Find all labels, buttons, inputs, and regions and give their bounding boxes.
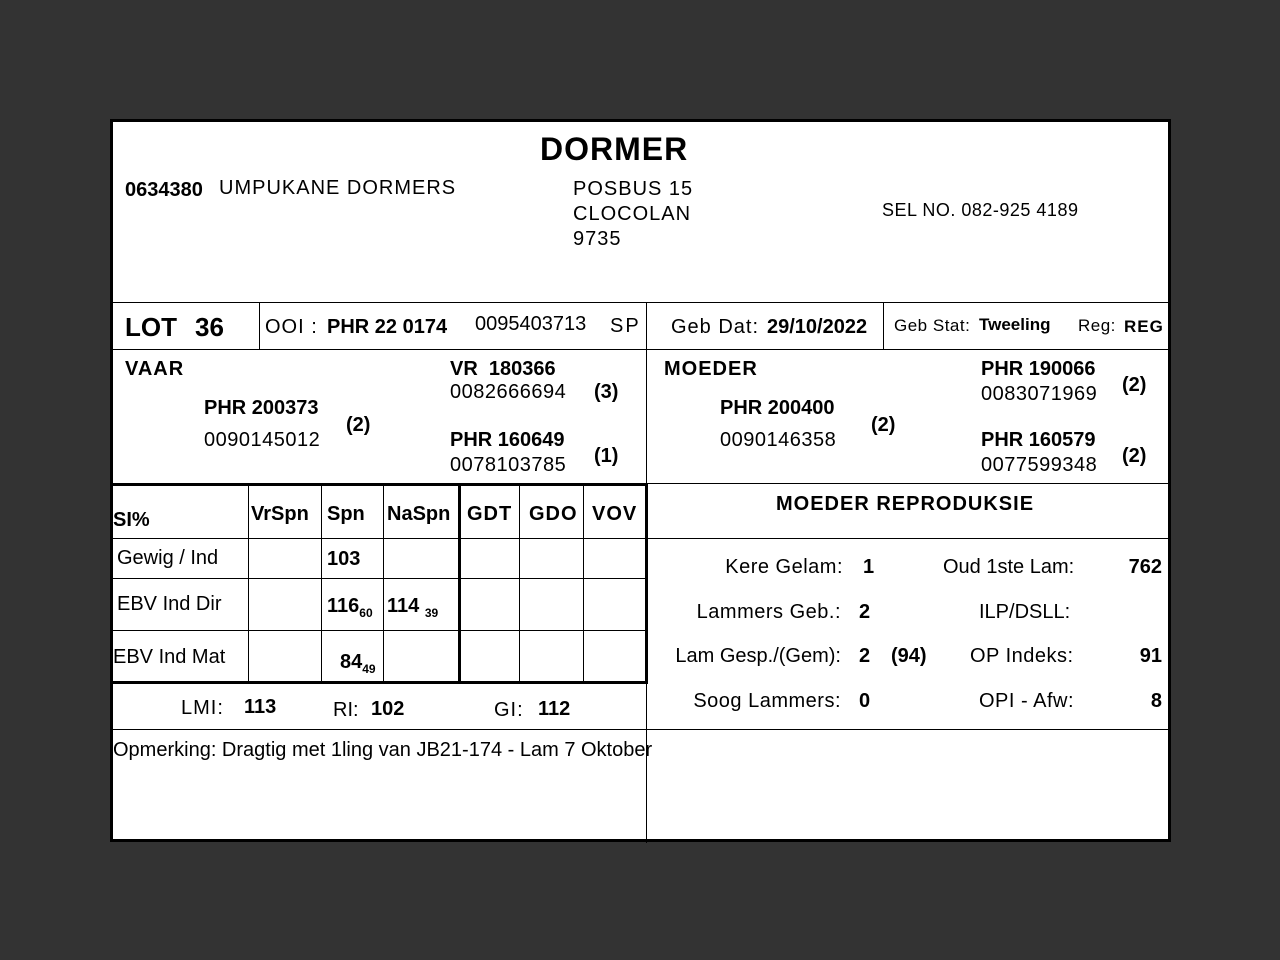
divider — [321, 483, 322, 683]
lot-label: LOT — [125, 312, 177, 342]
ri-value: 102 — [371, 698, 405, 720]
cell-spn — [327, 596, 373, 619]
cell-spn-value: 84 — [340, 651, 363, 673]
soog-lammers-label: Soog Lammers: — [693, 690, 841, 712]
moeder-sire-score: (2) — [1122, 374, 1147, 396]
cell-naspn — [387, 596, 438, 619]
divider — [583, 483, 584, 683]
soog-lammers-value: 0 — [859, 690, 871, 712]
vaar-dam-number: 0078103785 — [450, 454, 567, 476]
breed-title: DORMER — [540, 131, 689, 167]
col-header-vov: VOV — [592, 503, 638, 525]
lot-card — [110, 119, 1171, 842]
vaar-dam-id: PHR 160649 — [450, 429, 565, 451]
col-header-spn: Spn — [327, 503, 365, 525]
cell-spn-sub: 60 — [359, 606, 373, 620]
ooi-id: PHR 22 0174 — [327, 316, 448, 338]
lam-gem-value: (94) — [891, 645, 927, 667]
col-header-naspn: NaSpn — [387, 503, 451, 525]
divider — [113, 302, 1171, 303]
vaar-number: 0090145012 — [204, 429, 321, 451]
divider — [113, 578, 647, 579]
cell-spn-sub: 49 — [362, 662, 376, 676]
lammers-geb-label: Lammers Geb.: — [696, 601, 841, 623]
address-line-1: POSBUS 15 — [573, 178, 694, 200]
row-label: EBV Ind Mat — [113, 646, 226, 668]
divider — [383, 483, 384, 683]
moeder-number: 0090146358 — [720, 429, 837, 451]
divider — [519, 483, 520, 683]
divider — [113, 729, 1171, 730]
divider — [458, 483, 461, 684]
breeder-name: UMPUKANE DORMERS — [219, 177, 457, 199]
divider — [113, 681, 648, 684]
reg-label: Reg: — [1078, 316, 1116, 335]
reproduction-title: MOEDER REPRODUKSIE — [776, 493, 1035, 515]
ilp-dsll-label: ILP/DSLL: — [979, 601, 1071, 623]
col-header-gdo: GDO — [529, 503, 578, 525]
moeder-dam-id: PHR 160579 — [981, 429, 1096, 451]
cell-naspn-sub: 39 — [424, 606, 439, 620]
cell-spn-value: 116 — [327, 595, 360, 617]
gi-label: GI: — [494, 699, 524, 721]
ooi-label: OOI : — [265, 316, 318, 338]
kere-gelam-label: Kere Gelam: — [725, 556, 843, 578]
op-indeks-label: OP Indeks: — [970, 645, 1074, 667]
address-line-2: CLOCOLAN — [573, 203, 692, 225]
moeder-dam-number: 0077599348 — [981, 454, 1098, 476]
divider — [645, 483, 648, 684]
row-label: EBV Ind Dir — [117, 593, 222, 615]
si-table-corner: SI% — [113, 509, 150, 531]
geb-stat-value: Tweeling — [979, 315, 1051, 334]
address-line-3: 9735 — [573, 228, 622, 250]
divider — [113, 349, 1171, 350]
divider — [883, 302, 884, 349]
kere-gelam-value: 1 — [863, 556, 875, 578]
divider — [113, 630, 647, 631]
geb-stat-label: Geb Stat: — [894, 316, 971, 335]
moeder-dam-score: (2) — [1122, 445, 1147, 467]
vaar-sire-id: VR 180366 — [450, 358, 556, 380]
gi-value: 112 — [538, 698, 571, 720]
breeder-phone: SEL NO. 082-925 4189 — [882, 200, 1079, 220]
oud-1ste-lam-label: Oud 1ste Lam: — [943, 556, 1075, 578]
ooi-suffix: SP — [610, 315, 641, 337]
reg-value: REG — [1124, 317, 1164, 336]
divider — [113, 538, 1171, 539]
ri-label: RI: — [333, 699, 359, 721]
col-header-gdt: GDT — [467, 503, 513, 525]
row-label: Gewig / Ind — [117, 547, 219, 569]
vaar-label: VAAR — [125, 358, 185, 380]
op-indeks-value: 91 — [1139, 645, 1162, 667]
vaar-sire-number: 0082666694 — [450, 381, 567, 403]
vaar-score: (2) — [346, 414, 371, 436]
lot-number: 36 — [195, 312, 224, 342]
lam-gesp-label: Lam Gesp./(Gem): — [675, 645, 841, 667]
divider — [259, 302, 260, 349]
opi-afw-value: 8 — [1150, 690, 1162, 712]
oud-1ste-lam-value: 762 — [1128, 556, 1162, 578]
cell-naspn-value: 114 — [387, 595, 420, 617]
vaar-id: PHR 200373 — [204, 397, 319, 419]
geb-dat-label: Geb Dat: — [671, 316, 760, 338]
lmi-label: LMI: — [181, 697, 224, 719]
divider — [248, 483, 249, 683]
vaar-sire-score: (3) — [594, 381, 619, 403]
moeder-sire-id: PHR 190066 — [981, 358, 1096, 380]
geb-dat-value: 29/10/2022 — [767, 316, 868, 338]
lmi-value: 113 — [244, 696, 277, 718]
lam-gesp-value: 2 — [859, 645, 871, 667]
moeder-score: (2) — [871, 414, 896, 436]
divider — [113, 483, 648, 486]
moeder-id: PHR 200400 — [720, 397, 835, 419]
col-header-vrspn: VrSpn — [251, 503, 309, 525]
cell-spn: 103 — [327, 548, 361, 570]
remark: Opmerking: Dragtig met 1ling van JB21-174 - Lam 7 Oktober — [113, 739, 653, 761]
breeder-number: 0634380 — [125, 179, 203, 201]
cell-spn — [340, 652, 376, 675]
opi-afw-label: OPI - Afw: — [979, 690, 1075, 712]
moeder-sire-number: 0083071969 — [981, 383, 1098, 405]
vaar-dam-score: (1) — [594, 445, 619, 467]
ooi-number: 0095403713 — [475, 313, 587, 335]
moeder-label: MOEDER — [664, 358, 758, 380]
lammers-geb-value: 2 — [859, 601, 871, 623]
